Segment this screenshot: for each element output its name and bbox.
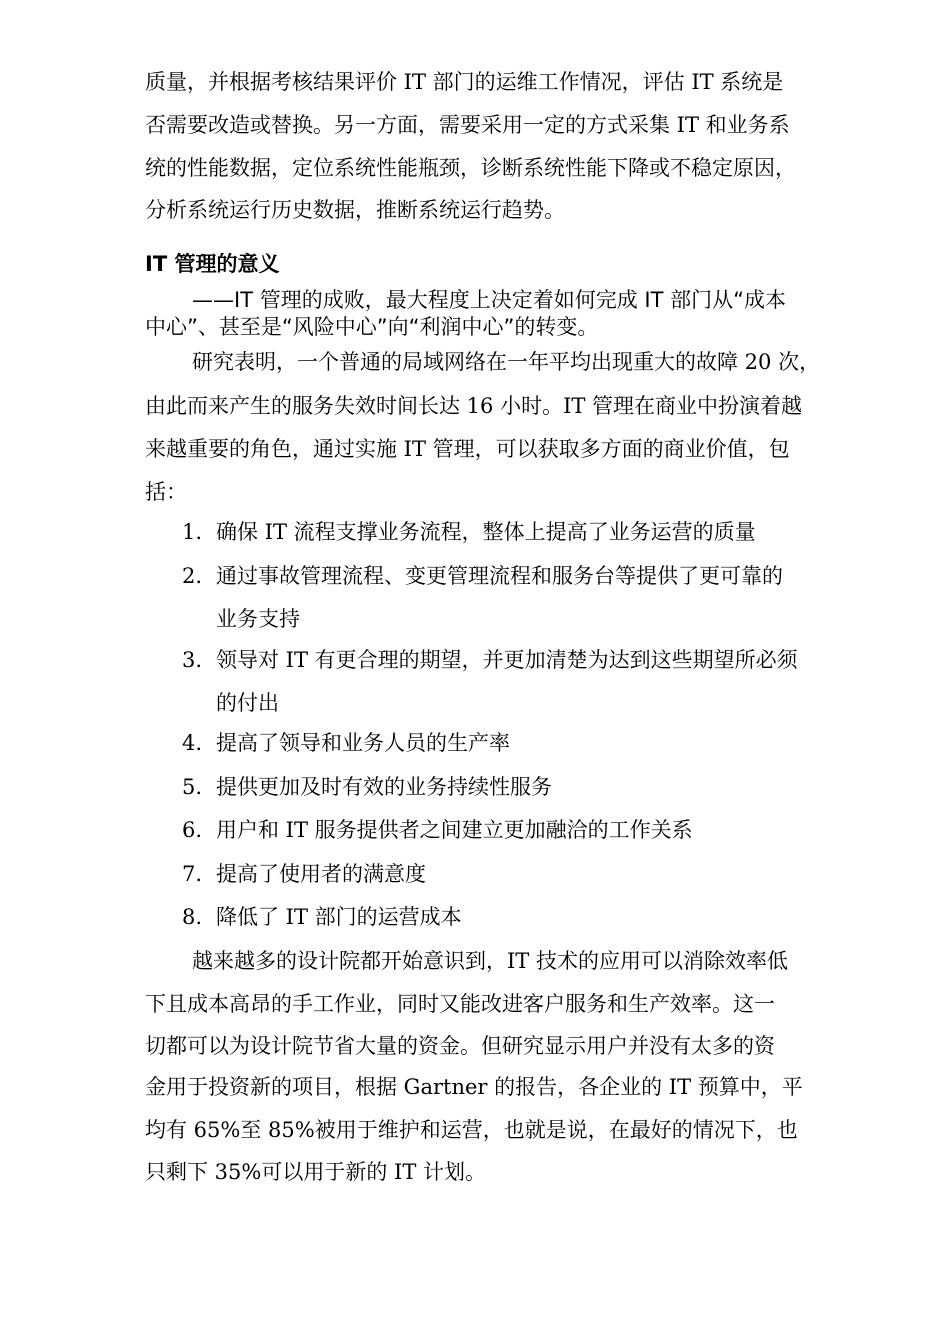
paragraph-line: 由此而来产生的服务失效时间长达 16 小时。IT 管理在商业中扮演着越 (145, 394, 803, 418)
intro-line: 质量，并根据考核结果评价 IT 部门的运维工作情况，评估 IT 系统是 (145, 70, 784, 94)
paragraph-line: 均有 65%至 85%被用于维护和运营，也就是说，在最好的情况下，也 (145, 1118, 798, 1142)
list-item (182, 522, 756, 543)
intro-line: 统的性能数据，定位系统性能瓶颈，诊断系统性能下降或不稳定原因， (145, 156, 796, 180)
list-number: 1. (182, 520, 203, 544)
list-text: 提高了领导和业务人员的生产率 (216, 731, 510, 755)
list-item (182, 733, 510, 754)
list-number: 6. (182, 818, 203, 842)
paragraph-line: 来越重要的角色，通过实施 IT 管理，可以获取多方面的商业价值，包 (145, 437, 790, 461)
list-text: 确保 IT 流程支撑业务流程，整体上提高了业务运营的质量 (216, 520, 756, 544)
paragraph-line: 只剩下 35%可以用于新的 IT 计划。 (145, 1160, 487, 1184)
list-item (182, 820, 693, 841)
paragraph-line: 研究表明，一个普通的局域网络在一年平均出现重大的故障 20 次， (192, 350, 821, 374)
list-text: 领导对 IT 有更合理的期望，并更加清楚为达到这些期望所必须 (216, 648, 798, 672)
list-number: 2. (182, 564, 203, 588)
paragraph-line: 越来越多的设计院都开始意识到，IT 技术的应用可以消除效率低 (192, 949, 788, 973)
list-number: 4. (182, 731, 203, 755)
list-number: 3. (182, 648, 203, 672)
list-text: 降低了 IT 部门的运营成本 (216, 905, 462, 929)
list-number: 5. (182, 775, 203, 799)
list-item (182, 907, 462, 928)
list-item (182, 864, 426, 885)
intro-line: 分析系统运行历史数据，推断系统运行趋势。 (145, 198, 565, 222)
quote-line: 中心”、甚至是“风险中心”向“利润中心”的转变。 (145, 315, 599, 339)
paragraph-line: 金用于投资新的项目，根据 Gartner 的报告，各企业的 IT 预算中，平 (145, 1075, 803, 1099)
section-heading: IT 管理的意义 (145, 252, 280, 276)
list-number: 7. (182, 862, 203, 886)
list-text: 提供更加及时有效的业务持续性服务 (216, 775, 552, 799)
list-item (182, 650, 798, 671)
list-text: 用户和 IT 服务提供者之间建立更加融洽的工作关系 (216, 818, 693, 842)
list-text-continued: 的付出 (216, 691, 279, 715)
list-item (182, 566, 783, 587)
paragraph-line: 切都可以为设计院节省大量的资金。但研究显示用户并没有太多的资 (145, 1034, 775, 1058)
paragraph-line: 下且成本高昂的手工作业，同时又能改进客户服务和生产效率。这一 (145, 992, 775, 1016)
list-text: 提高了使用者的满意度 (216, 862, 426, 886)
paragraph-line: 括： (145, 480, 187, 504)
list-text: 通过事故管理流程、变更管理流程和服务台等提供了更可靠的 (216, 564, 783, 588)
list-text-continued: 业务支持 (216, 607, 300, 631)
intro-line: 否需要改造或替换。另一方面，需要采用一定的方式采集 IT 和业务系 (145, 113, 790, 137)
list-number: 8. (182, 905, 203, 929)
quote-line: ——IT 管理的成败，最大程度上决定着如何完成 IT 部门从“成本 (192, 288, 786, 312)
list-item (182, 777, 552, 798)
